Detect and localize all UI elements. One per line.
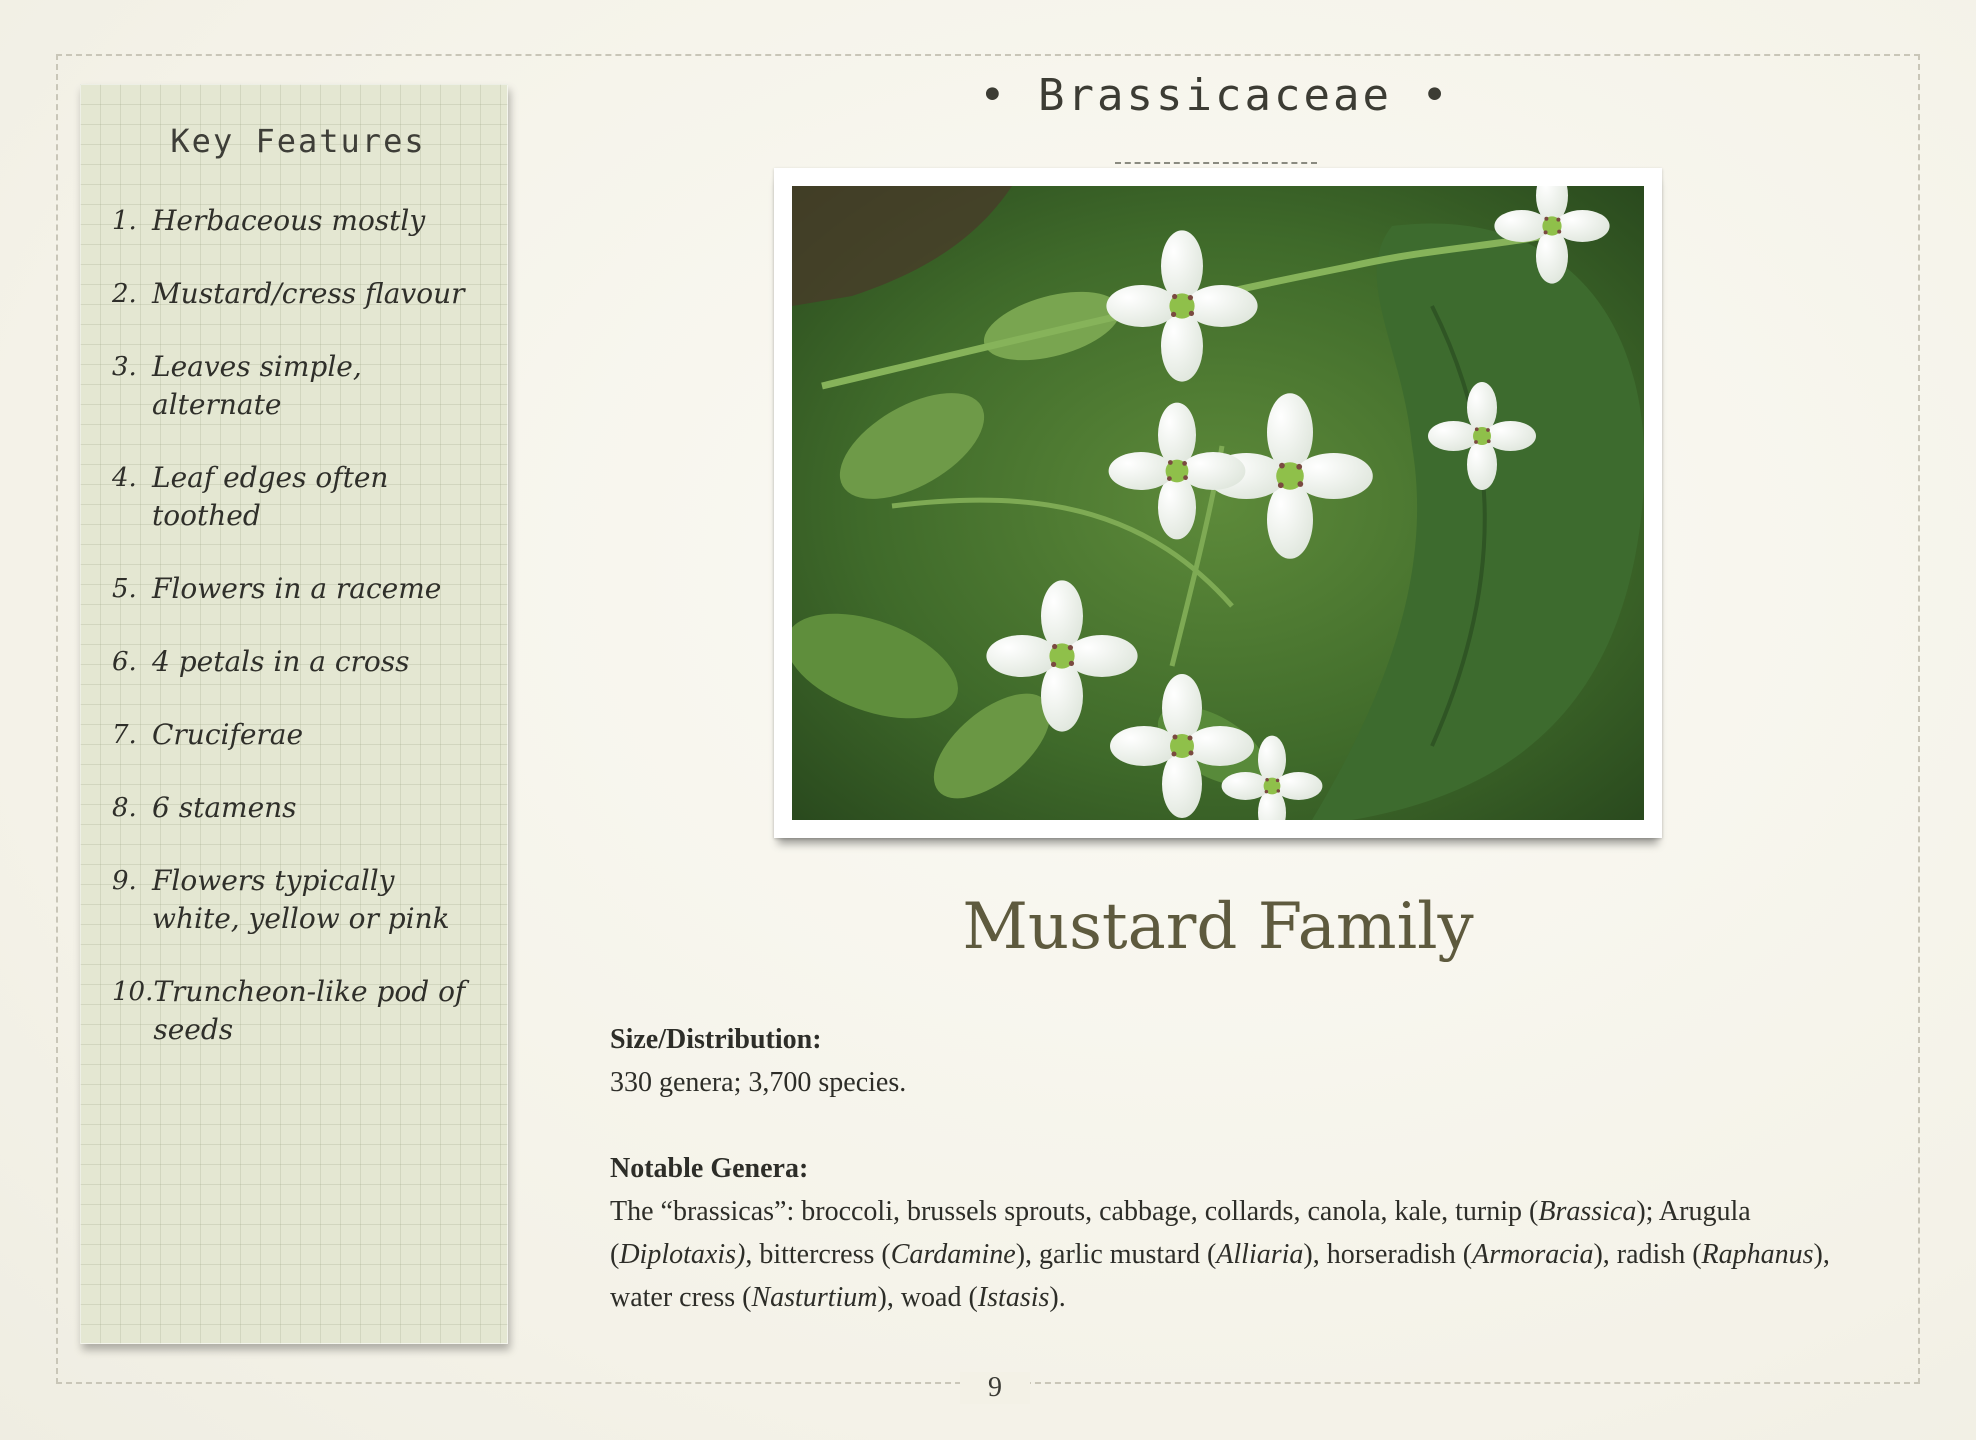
size-distribution-text: 330 genera; 3,700 species.: [610, 1067, 907, 1098]
feature-number: 4.: [112, 463, 137, 493]
page-number: 9: [960, 1372, 1030, 1404]
feature-text: Herbaceous mostly: [152, 204, 426, 237]
feature-number: 8.: [112, 793, 137, 823]
feature-number: 7.: [112, 720, 137, 750]
feature-number: 3.: [112, 352, 137, 382]
feature-item: [112, 643, 484, 681]
feature-text: Truncheon-like pod of seeds: [153, 975, 466, 1046]
size-distribution-label: Size/Distribution:: [610, 1024, 822, 1055]
feature-item: [112, 862, 484, 938]
photo-frame: [774, 168, 1662, 838]
feature-item: [112, 275, 484, 313]
key-features-list: [112, 202, 484, 1049]
family-common-name: Mustard Family: [962, 890, 1474, 964]
feature-text: Leaf edges often toothed: [152, 461, 389, 532]
feature-text: Leaves simple, alternate: [152, 350, 362, 421]
feature-number: 6.: [112, 647, 137, 677]
feature-text: Flowers in a raceme: [152, 572, 442, 605]
family-description: [610, 1018, 1850, 1362]
feature-item: [112, 348, 484, 424]
feature-item: [112, 789, 484, 827]
notable-genera-label: Notable Genera:: [610, 1153, 809, 1184]
feature-text: Mustard/cress flavour: [152, 277, 465, 310]
feature-text: Flowers typically white, yellow or pink: [152, 864, 450, 935]
feature-number: 5.: [112, 574, 137, 604]
feature-item: [112, 202, 484, 240]
feature-text: 4 petals in a cross: [152, 645, 410, 678]
feature-number: 9.: [112, 866, 137, 896]
key-features-title: Key Features: [170, 122, 426, 160]
feature-item: [112, 570, 484, 608]
title-divider: [1115, 162, 1317, 164]
flower-photo: [792, 186, 1644, 820]
feature-text: Cruciferae: [152, 718, 304, 751]
feature-text: 6 stamens: [152, 791, 297, 824]
feature-number: 1.: [112, 206, 137, 236]
feature-item: [112, 973, 484, 1049]
feature-item: [112, 459, 484, 535]
notable-genera-text: The “brassicas”: broccoli, brussels sprouts, cabbage, collards, canola, kale, turnip (Brassica); Arugula (Diplotaxis), bittercress (Cardamine), garlic mustard (Alliaria), horseradish (Armoracia), radish (Raphanus), water cress (Nasturtium), woad (Istasis).: [610, 1196, 1830, 1313]
key-features-panel: [80, 84, 508, 1344]
feature-number: 10.: [112, 977, 154, 1007]
feature-number: 2.: [112, 279, 137, 309]
feature-item: [112, 716, 484, 754]
family-scientific-name: • Brassicaceae •: [979, 70, 1451, 121]
